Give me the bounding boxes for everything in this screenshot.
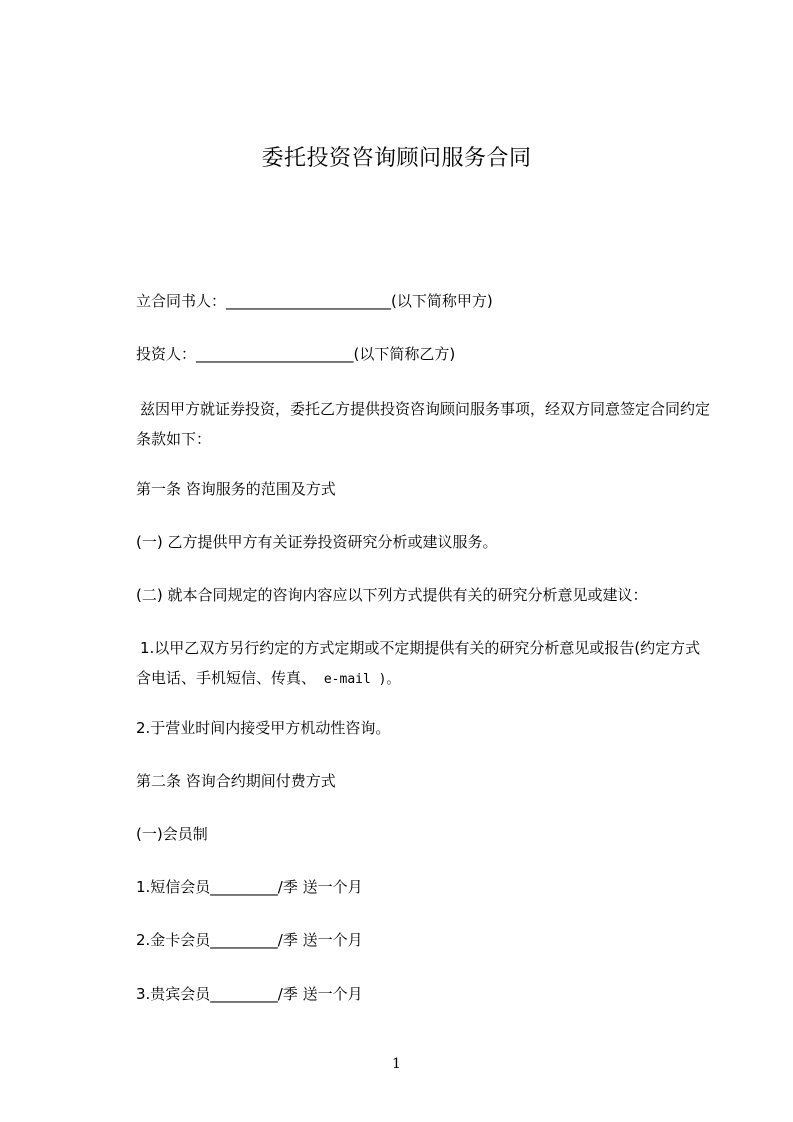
intro-paragraph: 兹因甲方就证券投资，委托乙方提供投资咨询顾问服务事项，经双方同意签定合同约定条款如下： bbox=[136, 400, 711, 448]
article-1-sub-1-text: 1.以甲乙双方另行约定的方式定期或不定期提供有关的研究分析意见或报告(约定方式含电话、手机短信、传真、 bbox=[136, 639, 701, 687]
article-2-title: 第二条 咨询合约期间付费方式 bbox=[136, 772, 336, 790]
membership-title: (一)会员制 bbox=[136, 825, 208, 843]
member-sms: 1.短信会员_________/季 送一个月 bbox=[136, 878, 363, 896]
article-1-sub-2: 2.于营业时间内接受甲方机动性咨询。 bbox=[136, 719, 391, 737]
member-gold: 2.金卡会员_________/季 送一个月 bbox=[136, 931, 363, 949]
party-a-line: 立合同书人：______________________(以下简称甲方) bbox=[136, 292, 493, 310]
article-1-sub-1 bbox=[136, 633, 711, 695]
article-1-title: 第一条 咨询服务的范围及方式 bbox=[136, 480, 336, 498]
article-1-item-1: (一) 乙方提供甲方有关证券投资研究分析或建议服务。 bbox=[136, 533, 498, 551]
member-vip: 3.贵宾会员_________/季 送一个月 bbox=[136, 985, 363, 1003]
article-1-sub-1-email: e-mail )。 bbox=[316, 672, 400, 687]
document-title: 委托投资咨询顾问服务合同 bbox=[261, 146, 532, 171]
article-1-item-2: (二) 就本合同规定的咨询内容应以下列方式提供有关的研究分析意见或建议： bbox=[136, 586, 648, 604]
page-number: 1 bbox=[392, 1056, 401, 1072]
party-b-line: 投资人：_____________________(以下简称乙方) bbox=[136, 345, 456, 363]
